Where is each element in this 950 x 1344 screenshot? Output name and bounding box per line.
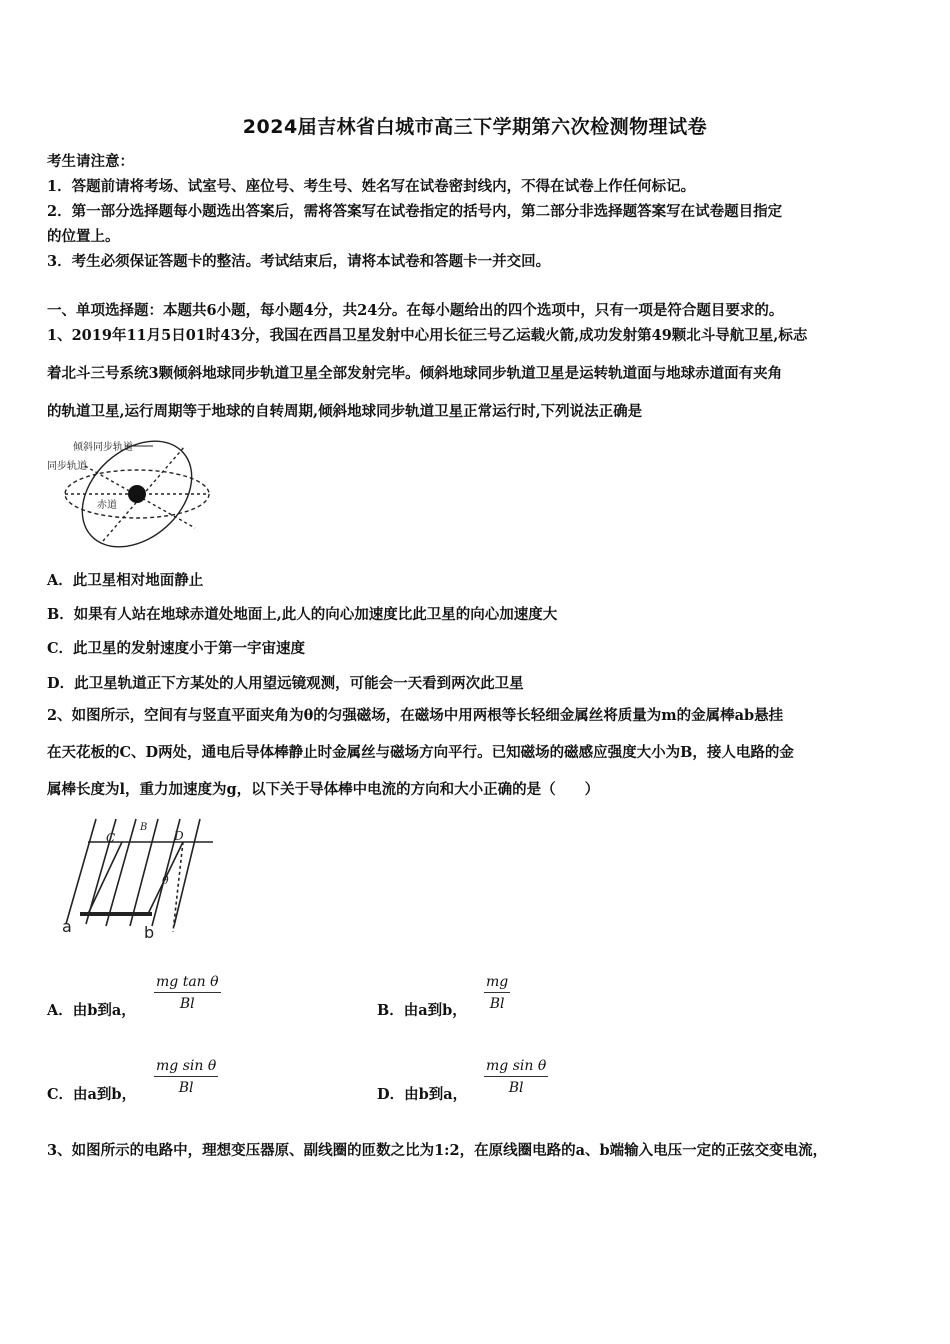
q1-stem-line: 的轨道卫星,运行周期等于地球的自转周期,倾斜地球同步轨道卫星正常运行时,下列说法正确是: [47, 403, 643, 420]
denominator: Bl: [508, 1080, 524, 1096]
q2-option-a-fraction: [154, 974, 221, 1012]
notice-heading: 考生请注意：: [47, 153, 134, 170]
q1-stem-line: 着北斗三号系统3颗倾斜地球同步轨道卫星全部发射完毕。倾斜地球同步轨道卫星是运转轨道面与地球赤道面有夹角: [47, 365, 783, 382]
notice-item: 的位置上。: [47, 228, 120, 245]
label-equator: 赤道: [97, 500, 117, 511]
q2-stem-line: 在天花板的C、D两处，通电后导体棒静止时金属丝与磁场方向平行。已知磁场的磁感应强度大小为B，接人电路的金: [47, 744, 794, 761]
denominator: Bl: [489, 996, 505, 1012]
numerator: mg tan θ: [154, 974, 221, 993]
q2-option-c-label: C．由a到b，: [47, 1086, 137, 1103]
label-sync-orbit: 同步轨道: [47, 461, 87, 472]
label-tilted-orbit: 倾斜同步轨道: [73, 442, 133, 453]
q2-option-b-label: B．由a到b，: [377, 1002, 467, 1019]
numerator: mg sin θ: [484, 1058, 548, 1077]
q2-option-b-fraction: [484, 974, 510, 1012]
notice-item: 2．第一部分选择题每小题选出答案后，需将答案写在试卷指定的括号内，第二部分非选择题答案写在试卷题目指定: [47, 203, 783, 220]
numerator: mg: [484, 974, 510, 993]
denominator: Bl: [179, 996, 195, 1012]
q3-stem-line: 3、如图所示的电路中，理想变压器原、副线圈的匝数之比为1:2，在原线圈电路的a、b端输入电压一定的正弦交变电流，: [47, 1142, 828, 1159]
numerator: mg sin θ: [154, 1058, 218, 1077]
denominator: Bl: [178, 1080, 194, 1096]
label-c: C: [106, 831, 116, 845]
q2-stem-line: 2、如图所示，空间有与竖直平面夹角为θ的匀强磁场，在磁场中用两根等长轻细金属丝将质量为m的金属棒ab悬挂: [47, 707, 784, 724]
q1-option-b: B．如果有人站在地球赤道处地面上,此人的向心加速度比此卫星的向心加速度大: [47, 606, 558, 623]
page-title: 2024届吉林省白城市高三下学期第六次检测物理试卷: [242, 116, 708, 138]
label-d: D: [174, 829, 184, 843]
earth-icon: [128, 485, 146, 503]
notice-item: 3．考生必须保证答题卡的整洁。考试结束后，请将本试卷和答题卡一并交回。: [47, 253, 551, 270]
q1-orbit-figure: [45, 436, 215, 556]
notice-item: 1．答题前请将考场、试室号、座位号、考生号、姓名写在试卷密封线内，不得在试卷上作任何标记。: [47, 178, 696, 195]
q1-option-c: C．此卫星的发射速度小于第一宇宙速度: [47, 640, 306, 657]
q2-option-d-fraction: [484, 1058, 548, 1096]
q2-option-a-label: A．由b到a，: [47, 1002, 136, 1019]
q2-option-d-label: D．由b到a，: [377, 1086, 468, 1103]
q2-stem-line: 属棒长度为l，重力加速度为g，以下关于导体棒中电流的方向和大小正确的是（ ）: [47, 781, 600, 798]
q2-option-c-fraction: [154, 1058, 218, 1096]
label-b-field: B: [140, 822, 148, 833]
label-a: a: [62, 917, 72, 936]
section-heading: 一、单项选择题：本题共6小题，每小题4分，共24分。在每小题给出的四个选项中，只有一项是符合题目要求的。: [47, 302, 784, 319]
q2-rod-figure: [48, 814, 218, 944]
label-b: b: [144, 923, 155, 942]
q1-option-a: A．此卫星相对地面静止: [47, 572, 204, 589]
label-theta: θ: [162, 874, 169, 887]
q1-stem-line: 1、2019年11月5日01时43分，我国在西昌卫星发射中心用长征三号乙运载火箭,成功发射第49颗北斗导航卫星,标志: [47, 327, 808, 344]
q1-option-d: D．此卫星轨道正下方某处的人用望远镜观测，可能会一天看到两次此卫星: [47, 675, 524, 692]
